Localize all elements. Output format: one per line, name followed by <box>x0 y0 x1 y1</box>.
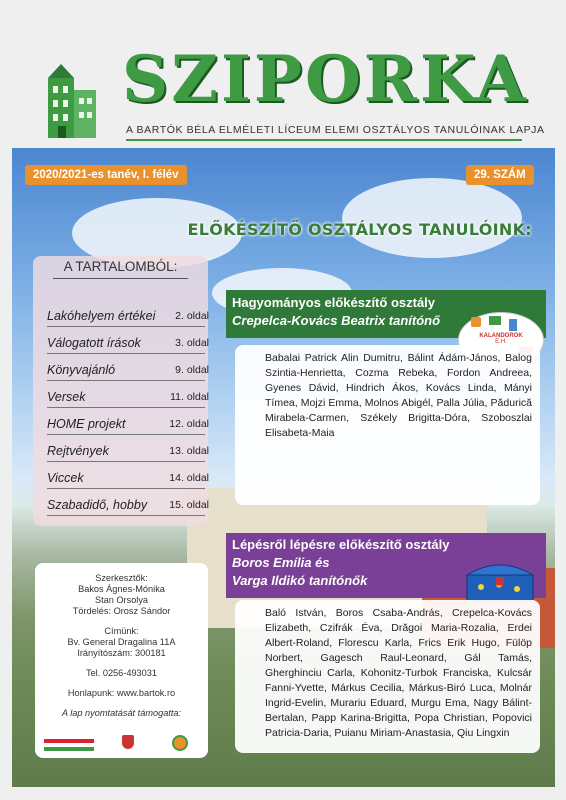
issue-badge: 29. SZÁM <box>466 165 534 185</box>
editors-label: Szerkesztők: <box>95 573 148 583</box>
title-underline <box>126 139 522 141</box>
section-title: ELŐKÉSZÍTŐ OSZTÁLYOS TANULÓINK: <box>187 220 532 239</box>
toc-item-page: 3. oldal <box>175 337 209 349</box>
sponsor-logo <box>168 733 192 755</box>
toc-item-page: 12. oldal <box>169 418 209 430</box>
class1-name: Hagyományos előkészítő osztály <box>232 295 436 310</box>
editor-name: Bakos Ágnes-Mónika <box>78 584 165 594</box>
toc-heading-underline <box>53 278 188 279</box>
toc-item-page: 14. oldal <box>169 472 209 484</box>
toc-item-page: 11. oldal <box>170 391 209 403</box>
toc-item-page: 2. oldal <box>175 310 209 322</box>
editorial-box <box>35 563 208 758</box>
class2-students: Baló István, Boros Csaba-András, Crepelca-Kovács Elizabeth, Czifrák Éva, Drăgoi Maria-Rozalia, Erdei Albert-Roland, Florescu Karla, Frics Erik Hugo, Fülöp Norbert, Gagesch Raul-Leonard, Gál Tamás, Gherghinciu Carla, Kohonitz-Turbok Franciska, Kulcsár Fanni-Yvette, Márkus Cecilia, Márkus-Biró Luca, Molnár Ingrid-Evelin, Murariu Eduard, Murgu Ema, Nagy Bálint-Bertalan, Papp Karina-Brigitta, Popa Christian, Popovici Patricia-Daria, Puianu Miriam-Anastasia, Qiu Lingxin <box>235 600 540 753</box>
cloud <box>342 178 522 258</box>
toc-item-label: Könyvajánló <box>47 363 116 377</box>
proofreader: Tördelés: Orosz Sándor <box>72 606 171 616</box>
toc-item-label: HOME projekt <box>47 417 126 431</box>
class1-teacher: Crepelca-Kovács Beatrix tanítónő <box>232 313 441 328</box>
class2-teacher-line2: Varga Ildikó tanítónők <box>232 573 368 588</box>
editor-name: Stan Orsolya <box>94 595 149 605</box>
website[interactable]: Honlapunk: www.bartok.ro <box>67 688 176 698</box>
toc-item-label: Viccek <box>47 471 84 485</box>
toc-item[interactable] <box>47 417 217 435</box>
toc-item[interactable] <box>47 498 217 516</box>
toc-item[interactable] <box>47 309 217 327</box>
toc-item[interactable] <box>47 336 217 354</box>
class2-name: Lépésről lépésre előkészítő osztály <box>232 537 450 552</box>
toc-item[interactable] <box>47 363 217 381</box>
toc-heading: A TARTALOMBÓL: <box>63 259 178 274</box>
class2-teacher-line1: Boros Emília és <box>232 555 330 570</box>
masthead <box>0 0 566 148</box>
supplies-sub: E.H. <box>495 339 507 345</box>
table-of-contents <box>33 256 208 526</box>
zip-code: Irányítószám: 300181 <box>77 648 166 658</box>
phone: Tel. 0256-493031 <box>85 668 157 678</box>
support-label: A lap nyomtatását támogatta: <box>61 708 182 718</box>
sponsor-logo <box>108 733 148 755</box>
address-label: Címünk: <box>104 626 139 636</box>
sponsor-logos <box>44 733 200 755</box>
semester-badge: 2020/2021-es tanév, I. félév <box>25 165 187 185</box>
toc-item-page: 15. oldal <box>169 499 209 511</box>
magazine-title: SZIPORKA <box>122 42 529 117</box>
magazine-subtitle: A BARTÓK BÉLA ELMÉLETI LÍCEUM ELEMI OSZTÁLYOS TANULÓINAK LAPJA <box>126 124 545 136</box>
bottom-margin <box>0 787 566 800</box>
toc-item[interactable] <box>47 444 217 462</box>
toc-item-label: Rejtvények <box>47 444 109 458</box>
sponsor-logo <box>44 733 94 755</box>
supplies-label: KALANDOROK <box>479 333 523 339</box>
toc-item-page: 9. oldal <box>175 364 209 376</box>
toc-item-label: Szabadidő, hobby <box>47 498 148 512</box>
toc-item-label: Versek <box>47 390 86 404</box>
address: Bv. General Dragalina 11A <box>67 637 176 647</box>
toc-item-label: Válogatott írások <box>47 336 141 350</box>
treasure-chest-icon <box>463 555 539 605</box>
toc-item[interactable] <box>47 471 217 489</box>
class1-students: Babalai Patrick Alin Dumitru, Bálint Ádám-János, Balog Szintia-Henrietta, Cozma Rebeka, Fordon Andreea, Gyenes Dávid, Hindrich Ákos, Kovács Linda, Mányi Tímea, Mojzi Emma, Molnos Abigél, Palla Júlia, Pădurică Mirabela-Carmen, Székely Brigitta-Dóra, Szoboszlai Elisabeta-Maia <box>235 345 540 505</box>
toc-item-page: 13. oldal <box>169 445 209 457</box>
toc-item[interactable] <box>47 390 217 408</box>
building-logo-icon <box>40 60 110 140</box>
toc-item-label: Lakóhelyem értékei <box>47 309 156 323</box>
